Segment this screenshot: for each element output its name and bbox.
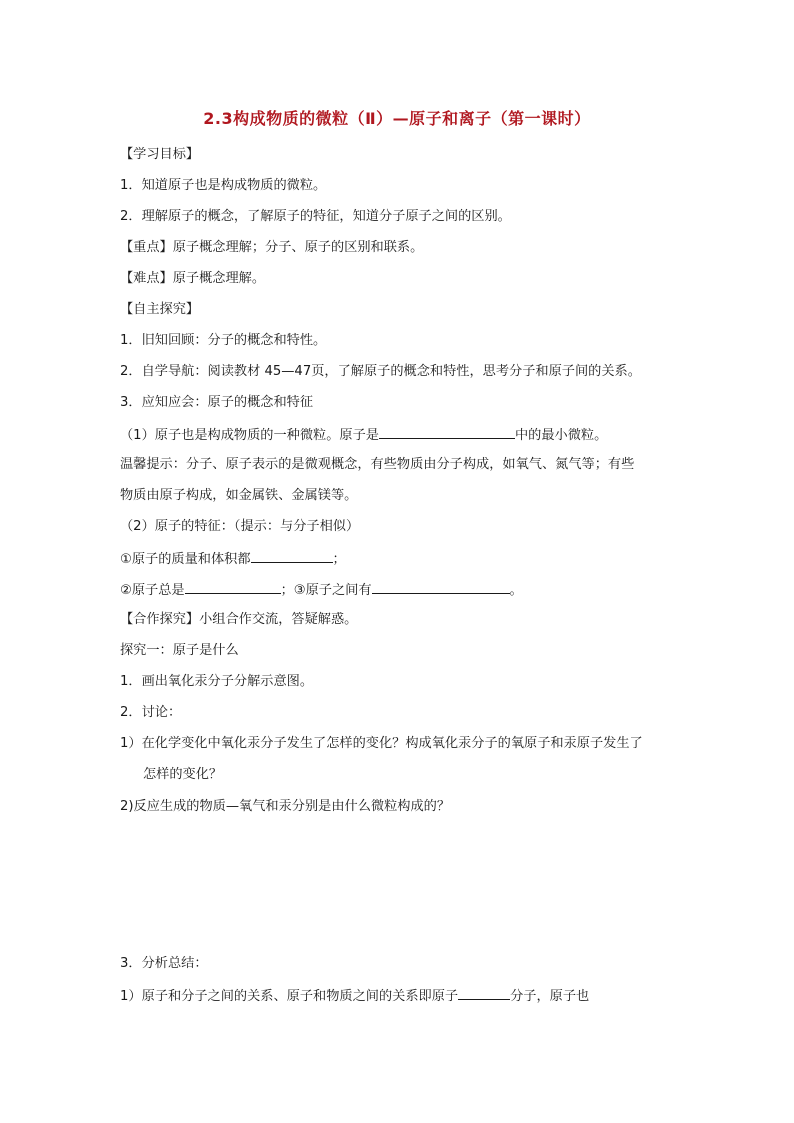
learning-goals-header: 【学习目标】 — [120, 147, 200, 162]
tip-line-2: 物质由原子构成，如金属铁、金属镁等。 — [120, 488, 358, 503]
feature-1-end: ； — [332, 552, 346, 567]
discussion-2: 2)反应生成的物质—氧气和汞分别是由什么微粒构成的？ — [120, 799, 451, 814]
page-title: 2.3构成物质的微粒（Ⅱ）—原子和离子（第一课时） — [203, 109, 591, 128]
fill-blank-2[interactable] — [251, 548, 333, 563]
summary-1-text: 1）原子和分子之间的关系、原子和物质之间的关系即原子 — [120, 989, 459, 1004]
inquiry-step-2: 2．讨论： — [120, 705, 182, 720]
discussion-1-line-1: 1）在化学变化中氧化汞分子发生了怎样的变化？构成氧化汞分子的氧原子和汞原子发生了 — [120, 736, 643, 751]
cooperate-header: 【合作探究】小组合作交流，答疑解惑。 — [120, 612, 358, 627]
tip-line-1: 温馨提示：分子、原子表示的是微观概念，有些物质由分子构成，如氧气、氮气等；有些 — [120, 457, 635, 472]
feature-3-text: ；③原子之间有 — [280, 583, 372, 598]
fill-blank-4[interactable] — [372, 579, 510, 594]
summary-1-end: 分子，原子也 — [510, 989, 590, 1004]
self-explore-item-1: 1．旧知回顾：分子的概念和特性。 — [120, 333, 327, 348]
self-explore-item-2: 2．自学导航：阅读教材 45—47页，了解原子的概念和特性，思考分子和原子间的关系。 — [120, 364, 641, 379]
fill-blank-5[interactable] — [458, 985, 510, 1000]
key-point: 【重点】原子概念理解；分子、原子的区别和联系。 — [120, 240, 424, 255]
question-1 — [120, 424, 607, 446]
inquiry-step-1: 1．画出氧化汞分子分解示意图。 — [120, 674, 314, 689]
feature-2-text: ②原子总是 — [120, 583, 185, 598]
self-explore-header: 【自主探究】 — [120, 302, 200, 317]
inquiry-1: 探究一：原子是什么 — [120, 643, 239, 658]
feature-1 — [120, 548, 346, 570]
learning-goal-2: 2．理解原子的概念，了解原子的特征，知道分子原子之间的区别。 — [120, 209, 511, 224]
question-2: （2）原子的特征：（提示：与分子相似） — [120, 519, 360, 534]
fill-blank-1[interactable] — [379, 424, 515, 439]
feature-2-3 — [120, 579, 523, 601]
self-explore-item-3: 3．应知应会：原子的概念和特征 — [120, 395, 314, 410]
difficulty: 【难点】原子概念理解。 — [120, 271, 266, 286]
fill-blank-3[interactable] — [185, 579, 281, 594]
feature-1-text: ①原子的质量和体积都 — [120, 552, 251, 567]
feature-3-end: 。 — [509, 583, 523, 598]
summary-1 — [120, 985, 589, 1007]
inquiry-step-3: 3．分析总结： — [120, 956, 208, 971]
learning-goal-1: 1．知道原子也是构成物质的微粒。 — [120, 178, 327, 193]
question-1-text: （1）原子也是构成物质的一种微粒。原子是 — [120, 428, 379, 443]
question-1-text-end: 中的最小微粒。 — [514, 428, 608, 443]
discussion-1-line-2: 怎样的变化？ — [143, 767, 223, 782]
